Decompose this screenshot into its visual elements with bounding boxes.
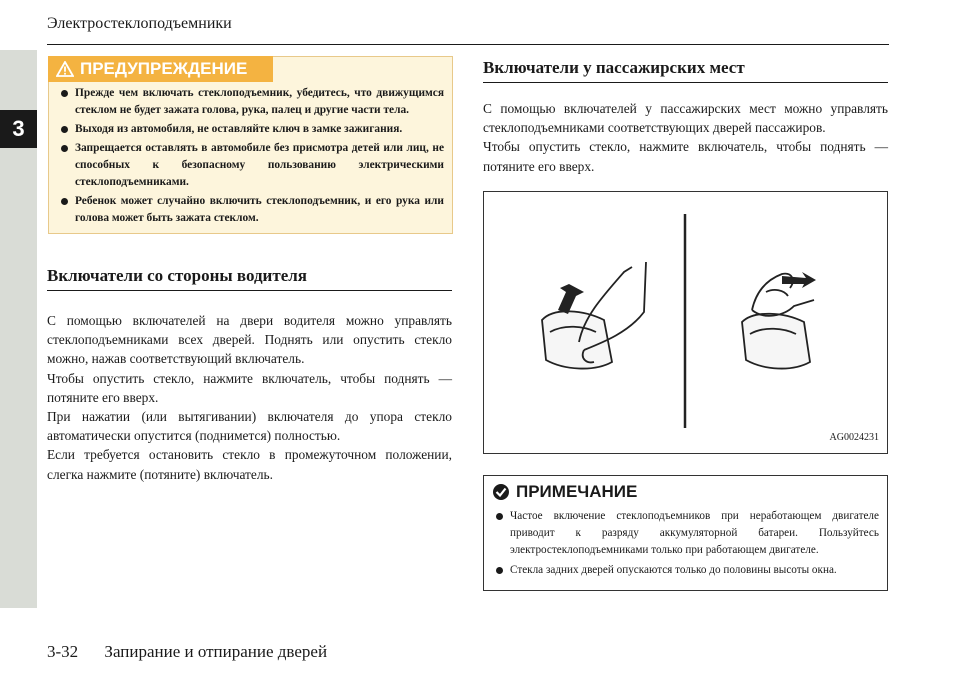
warning-item: Выходя из автомобиля, не оставляйте ключ в замке зажигания.	[61, 121, 444, 138]
note-title: ПРИМЕЧАНИЕ	[516, 482, 638, 501]
note-box	[483, 475, 888, 591]
warning-item: Запрещается оставлять в автомобиле без присмотра детей или лиц, не способных к безопасному пользованию электрическими стеклоподъемниками.	[61, 140, 444, 191]
warning-header	[48, 56, 273, 82]
chapter-tab: 3	[0, 110, 37, 148]
warning-triangle-icon	[56, 61, 74, 77]
warning-box	[48, 56, 453, 234]
switch-press-illustration	[542, 262, 646, 369]
switch-pull-illustration	[742, 274, 814, 369]
driver-paragraph: Если требуется остановить стекло в промежуточном положении, слегка нажмите (потяните) включатель.	[47, 447, 452, 482]
passenger-paragraph: Чтобы опустить стекло, нажмите включатель, чтобы поднять — потяните его вверх.	[483, 139, 888, 174]
driver-paragraph: При нажатии (или вытягивании) включателя до упора стекло автоматически опустится (поднимется) полностью.	[47, 409, 452, 444]
driver-section-body	[47, 311, 452, 484]
page-footer	[47, 642, 349, 662]
note-item: Частое включение стеклоподъемников при неработающем двигателе приводит к разряду аккумуляторной батареи. Пользуйтесь электростеклоподъемниками только при работающем двигателе.	[496, 508, 879, 559]
note-item: Стекла задних дверей опускаются только до половины высоты окна.	[496, 562, 879, 579]
note-list	[496, 508, 879, 582]
arrow-down-icon	[558, 284, 584, 314]
note-header	[492, 482, 637, 502]
driver-paragraph: Чтобы опустить стекло, нажмите включатель, чтобы поднять — потяните его вверх.	[47, 370, 452, 405]
checkmark-icon	[492, 483, 510, 501]
switch-illustration	[483, 191, 888, 454]
running-title: Электростеклоподъемники	[47, 15, 232, 32]
passenger-section-rule	[483, 82, 888, 83]
passenger-section-title: Включатели у пассажирских мест	[483, 58, 745, 77]
driver-paragraph: С помощью включателей на двери водителя можно управлять стеклоподъемниками всех дверей. Поднять или опустить стекло можно, нажав соответствующий включатель.	[47, 313, 452, 367]
warning-item: Прежде чем включать стеклоподъемник, убедитесь, что движущимся стеклом не будет зажата голова, рука, палец и другие части тела.	[61, 85, 444, 119]
page-number: 3-32	[47, 642, 79, 661]
warning-title: ПРЕДУПРЕЖДЕНИЕ	[80, 59, 248, 78]
header-rule	[47, 44, 889, 45]
driver-section-rule	[47, 290, 452, 291]
warning-item: Ребенок может случайно включить стеклоподъемник, и его рука или голова может быть зажата стеклом.	[61, 193, 444, 227]
passenger-section-body	[483, 99, 888, 176]
window-switch-diagram	[484, 192, 886, 452]
chapter-title: Запирание и отпирание дверей	[104, 642, 328, 661]
warning-list	[61, 85, 444, 229]
passenger-paragraph: С помощью включателей у пассажирских мест можно управлять стеклоподъемниками соответствующих дверей пассажиров.	[483, 101, 888, 136]
driver-section-title: Включатели со стороны водителя	[47, 266, 307, 285]
figure-code: AG0024231	[829, 432, 879, 443]
